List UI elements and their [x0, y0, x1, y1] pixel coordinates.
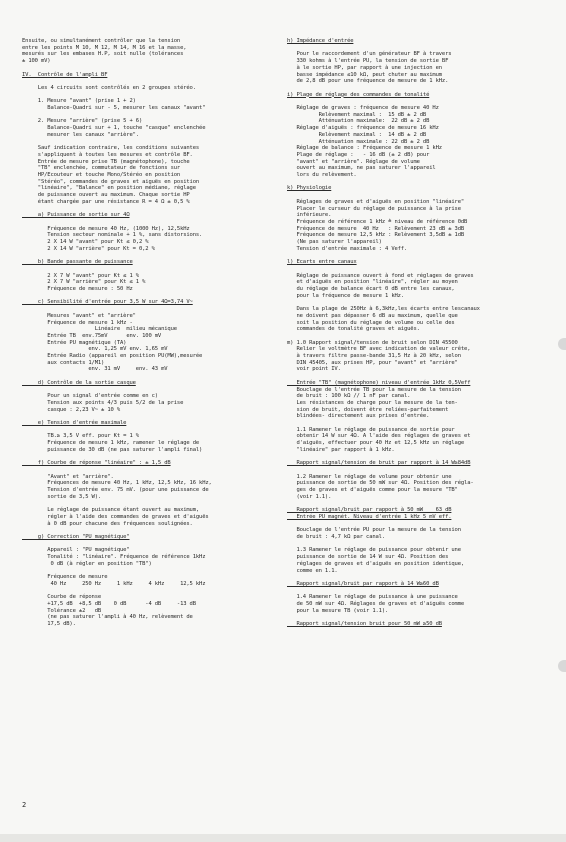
- section-heading: f) Courbe de réponse "linéaire" : ± 1,5 dB: [22, 460, 171, 467]
- text-line: Tension aux points 4/3 puis 5/2 de la prise: [22, 399, 184, 406]
- text-line: Tension secteur nominale + 1 %, sans distorsions.: [22, 232, 203, 239]
- text-line: (ne pas saturer l'ampli à 40 Hz, relèvement de: [22, 614, 193, 621]
- text-line: "linéaire", "Balance" en position médiane, réglage: [22, 185, 196, 192]
- text-line: à travers filtre passe-bande 31,5 Hz à 20 kHz, selon: [287, 353, 461, 360]
- text-line: Atténuation maximale : 22 dB ± 2 dB: [287, 138, 430, 145]
- text-line: Fréquence de référence 1 kHz ≙ niveau de référence 0dB: [287, 218, 468, 225]
- text-line: 1.3 Ramener le réglage de puissance pour obtenir une: [287, 547, 461, 554]
- text-line: Ensuite, ou simultanément contrôler que la tension: [22, 38, 181, 44]
- text-line: [22, 306, 272, 313]
- scan-edge: [0, 834, 566, 842]
- text-line: 330 kohms à l'entrée PU, la tension de sortie BF: [287, 58, 449, 65]
- text-line: Fréquence de mesure: [22, 574, 108, 581]
- text-line: [22, 206, 272, 213]
- text-line: lors du relèvement.: [287, 172, 357, 179]
- text-line: Les 4 circuits sont contrôlés en 2 groupes stéréo.: [22, 84, 196, 91]
- text-line: puissance de sortie de 14 W sur 4Ω. Position des: [287, 554, 449, 561]
- binding-hole: [558, 660, 566, 672]
- text-line: sion de bruit, doivent être reliées-parfaitement: [287, 406, 449, 413]
- text-line: s'appliquent à toutes les mesures et contrôle BF.: [22, 151, 193, 158]
- text-line: Mesures "avant" et "arrière": [22, 312, 136, 319]
- text-line: Relèvement maximal : 14 dB ± 2 dB: [287, 131, 427, 138]
- text-line: Fréquences de mesure 40 Hz, 1 kHz, 12,5 kHz, 16 kHz,: [22, 480, 212, 487]
- text-line: [22, 92, 272, 99]
- text-line: de 2,8 dB pour une fréquence de mesure de 1 kHz.: [287, 78, 449, 85]
- text-line: Pour le raccordement d'un générateur BF à travers: [287, 51, 452, 58]
- text-line: de bruit : 100 kΩ // 1 nF par canal.: [287, 393, 411, 400]
- text-line: Plage de réglage : - 16 dB (± 2 dB) pour: [287, 151, 430, 158]
- text-line: Fréquence de mesure 12,5 kHz : Relèvement 3,5dB ± 1dB: [287, 232, 465, 239]
- text-line: Bouclage de l'entrée PU pour la mesure de la tension: [287, 527, 461, 534]
- text-line: mesurer les canaux "arrière".: [22, 131, 139, 138]
- text-line: ges de graves et d'aiguës comme pour la mesure "TB": [287, 487, 458, 494]
- text-line: "linéaire" par rapport à 1 kHz.: [287, 446, 395, 453]
- text-line: [22, 266, 272, 273]
- text-line: 1. Mesure "avant" (prise 1 + 2): [22, 98, 136, 105]
- text-line: +17,5 dB +8,5 dB 0 dB -4 dB -13 dB: [22, 601, 196, 608]
- text-line: Balance-Quadri sur + 1, touche "casque" enclenchée: [22, 125, 206, 132]
- section-heading: k) Physiologie: [287, 185, 332, 192]
- text-line: [287, 253, 559, 260]
- text-line: inférieure.: [287, 212, 332, 219]
- text-line: et d'aiguës en position "linéaire", régler au moyen: [287, 279, 458, 286]
- section-heading: h) Impédance d'entrée: [287, 38, 354, 44]
- section-heading: a) Puissance de sortie sur 4Ω: [22, 212, 130, 219]
- text-line: Les résistances de charge pour la mesure de la ten-: [287, 399, 458, 406]
- text-line: ouvert au maximum, ne pas saturer l'appareil: [287, 165, 436, 172]
- text-line: "avant" et "arrière". Réglage de volume: [287, 158, 420, 165]
- section-heading: d) Contrôle de la sortie casque: [22, 379, 136, 386]
- text-line: à le sortie HP, par rapport à une injection en: [287, 64, 442, 71]
- text-line: [287, 614, 559, 621]
- text-line: Dans la plage de 250Hz à 6,3kHz,les écarts entre lescanaux: [287, 306, 480, 313]
- text-line: m) 1.0 Rapport signal/tension de bruit selon DIN 45500: [287, 339, 458, 346]
- text-line: pour la fréquence de mesure 1 kHz.: [287, 292, 404, 299]
- text-line: "TB" enclenchée, commutateur de fonctions sur: [22, 165, 181, 172]
- text-line: [22, 373, 272, 380]
- text-line: comme en 1.1.: [287, 567, 338, 574]
- text-line: Entrée PU magnétique (TA): [22, 339, 127, 346]
- text-line: [22, 427, 272, 434]
- text-line: 40 Hz 250 Hz 1 kHz 4 kHz 12,5 kHz: [22, 580, 206, 587]
- section-heading: i) Plage de réglage des commandes de tonalité: [287, 91, 430, 98]
- text-line: sortie de 3,5 W).: [22, 493, 102, 500]
- text-line: [287, 179, 559, 186]
- text-line: puissance de sortie de 50 mW sur 4Ω. Position des régla-: [287, 480, 474, 487]
- text-line: blindées- directement aux prises d'entrée.: [287, 413, 430, 420]
- binding-hole: [558, 338, 566, 350]
- text-line: [287, 266, 559, 273]
- section-heading: c) Sensibilité d'entrée pour 3,5 W sur 4Ω=3,74 V~: [22, 299, 193, 306]
- text-line: DIN 45405, aux prises HP, pour "avant" et "arrière": [287, 359, 458, 366]
- text-line: de bruit : 4,7 kΩ par canal.: [287, 534, 385, 541]
- text-line: env. 31 mV env. 43 mV: [22, 366, 168, 373]
- text-line: Tonalité : "linéaire". Fréquence de référence 1kHz: [22, 554, 206, 561]
- text-line: Appareil : "PU magnétique": [22, 547, 130, 554]
- section-heading: g) Correction "PU magnétique": [22, 534, 130, 541]
- right-column: [287, 38, 559, 628]
- section-heading: Rapport signal/tension bruit pour 50 mW ≥50 dB: [287, 621, 442, 628]
- text-line: Tension d'entrée maximale : 4 Veff.: [287, 245, 408, 252]
- text-line: 2 X 7 W "arrière" pour Kt ≤ 1 %: [22, 279, 146, 286]
- text-line: [287, 467, 559, 474]
- text-line: 17,5 dB).: [22, 621, 76, 628]
- section-heading: IV. Contrôle de l'ampli BF: [22, 71, 108, 78]
- text-line: d'aiguës, effectuer pour 40 Hz et 12,5 kHz un réglage: [287, 440, 465, 447]
- text-line: Bouclage de l'entrée TB pour la mesure de la tension: [287, 386, 461, 393]
- text-line: [22, 139, 272, 146]
- text-line: Linéaire milieu mécanique: [22, 326, 177, 333]
- text-line: régler à l'aide des commandes de graves et d'aiguës: [22, 513, 209, 520]
- text-line: aux contacts 1/M1): [22, 359, 105, 366]
- text-line: Tolérance ±2 dB: [22, 607, 102, 614]
- text-line: 2 X 14 W "avant" pour Kt ≤ 0,2 %: [22, 239, 149, 246]
- text-line: mesurés sur les embases H.P, soit nulle (tolérances: [22, 51, 184, 58]
- text-line: Relier le voltmètre BF avec indication de valeur crête,: [287, 346, 471, 353]
- text-line: ± 100 mV): [22, 58, 51, 65]
- text-line: à 0 dB pour chacune des fréquences soulignées.: [22, 520, 193, 527]
- text-line: casque : 2,23 V~ ± 10 %: [22, 406, 120, 413]
- text-line: pour la mesure TB (voir 1.1).: [287, 607, 389, 614]
- text-line: Fréquence de mesure 1 kHz, ramener le réglage de: [22, 440, 200, 447]
- text-line: de puissance ouvert au maximum. Chaque sortie HP: [22, 192, 190, 199]
- text-line: Réglage de balance : Fréquence de mesure 1 kHz: [287, 145, 442, 152]
- text-line: ne doivent pas dépasser 6 dB au maximum, quelle que: [287, 312, 458, 319]
- text-line: Réglage d'aiguës : fréquence de mesure 16 kHz: [287, 125, 439, 132]
- text-line: Pour un signal d'entrée comme en c): [22, 393, 158, 400]
- text-line: Le réglage de puissance étant ouvert au maximum,: [22, 507, 200, 514]
- text-line: [22, 78, 272, 85]
- text-line: Réglage de puissance ouvert à fond et réglages de graves: [287, 272, 474, 279]
- text-line: Tension d'entrée env. 75 mV. (pour une puissance de: [22, 487, 209, 494]
- left-column: [22, 38, 272, 628]
- text-line: Relèvement maximal : 15 dB ± 2 dB: [287, 111, 427, 118]
- text-line: 2. Mesure "arrière" (prise 5 + 6): [22, 118, 143, 125]
- text-line: Courbe de réponse: [22, 594, 102, 601]
- text-line: "Avant" et "arrière".: [22, 473, 114, 480]
- text-line: [22, 253, 272, 260]
- text-line: (voir 1.1).: [287, 493, 332, 500]
- section-heading: Rapport signal/bruit par rapport à 50 mW 63 dB: [287, 507, 452, 514]
- text-line: du réglage de balance écart 0 dB entre les canaux,: [287, 286, 455, 293]
- text-line: [287, 574, 559, 581]
- text-line: réglages de graves et d'aiguës en position identique,: [287, 560, 465, 567]
- text-line: soit la position du réglage de volume ou celle des: [287, 319, 455, 326]
- text-line: 2 X 7 W "avant" pour Kt ≤ 1 %: [22, 272, 139, 279]
- text-line: [287, 333, 559, 340]
- page-number: 2: [22, 801, 27, 809]
- text-line: étant chargée par une résistance R = 4 Ω ± 0,5 %: [22, 198, 190, 205]
- section-heading: l) Ecarts entre canaux: [287, 259, 357, 266]
- text-line: 1.4 Ramener le réglage de puissance à une puissance: [287, 594, 458, 601]
- text-line: de 50 mW sur 4Ω. Réglages de graves et d'aiguës comme: [287, 601, 465, 608]
- text-line: "Stéréo", commandes de graves et aiguës en position: [22, 178, 200, 185]
- text-line: puissance de 30 dB (ne pas saturer l'ampli final): [22, 446, 203, 453]
- section-heading: Entrée PU magnét. Niveau d'entrée 1 kHz 5 mV eff.: [287, 513, 452, 520]
- text-line: obtenir 14 W sur 4Ω. A l'aide des réglages de graves et: [287, 433, 471, 440]
- section-heading: Rapport signal/tension de bruit par rapport à 14 W≥84dB: [287, 460, 471, 467]
- text-line: Placer le curseur du réglage de puissance à la prise: [287, 205, 461, 212]
- text-line: [22, 467, 272, 474]
- text-line: [22, 65, 272, 72]
- text-line: env. 1,25 mV env. 1,65 mV: [22, 346, 168, 353]
- text-line: [287, 192, 559, 199]
- text-line: Atténuation maximale: 22 dB ± 2 dB: [287, 118, 430, 125]
- section-heading: e) Tension d'entrée maximale: [22, 420, 127, 427]
- text-line: Entrée TB env.75mV env. 100 mV: [22, 332, 162, 339]
- text-line: Entrée Radio (appareil en position PU(MW),mesurée: [22, 353, 203, 360]
- text-line: Entrée de mesure prise TB (magnétophone), touche: [22, 158, 190, 165]
- text-line: [287, 85, 559, 92]
- text-line: 1.2 Ramener le réglage de volume pour obtenir une: [287, 473, 452, 480]
- text-line: Fréquence de mesure 40 Hz : Relèvement 23 dB ± 3dB: [287, 225, 465, 232]
- text-line: HP/Ecouteur et touche Mono/Stéréo en position: [22, 172, 181, 179]
- text-line: 0 dB (à régler en position "TB"): [22, 560, 152, 567]
- text-line: TB.≥ 3,5 V eff. pour Kt = 1 %: [22, 433, 139, 440]
- section-heading: Entrée "TB" (magnétophone) niveau d'entrée 1kHz 0,5Veff: [287, 379, 471, 386]
- text-line: [287, 420, 559, 427]
- text-line: 2 X 14 W "arrière" pour Kt = 0,2 %: [22, 245, 155, 252]
- text-line: Fréquence de mesure 1 kHz -: [22, 319, 133, 326]
- text-line: (Ne pas saturer l'appareil): [287, 239, 382, 246]
- text-line: 1.1 Ramener le réglage de puissance de sortie pour: [287, 426, 455, 433]
- text-line: Fréquence de mesure 40 Hz, (1000 Hz), 12,5kHz: [22, 225, 190, 232]
- text-line: Fréquence de mesure : 50 Hz: [22, 286, 133, 293]
- text-line: Sauf indication contraire, les conditions suivantes: [22, 145, 200, 152]
- text-line: basse impédance ≤10 kΩ, peut chuter au maximum: [287, 71, 442, 78]
- text-line: commandes de tonalité graves et aiguës.: [287, 326, 420, 333]
- text-line: Balance-Quadri sur - 5, mesurer les canaux "avant": [22, 105, 206, 112]
- text-line: Réglage de graves : fréquence de mesure 40 Hz: [287, 105, 439, 112]
- section-heading: Rapport signal/bruit par rapport à 14 W≥60 dB: [287, 580, 439, 587]
- text-line: [22, 219, 272, 226]
- text-line: entre les points M 10, M 12, M 14, M 16 et la masse,: [22, 44, 187, 51]
- text-line: voir point IV.: [287, 366, 341, 373]
- text-line: [287, 373, 559, 380]
- text-line: Réglages de graves et d'aiguës en position "linéaire": [287, 198, 465, 205]
- section-heading: b) Bande passante de puissance: [22, 259, 133, 266]
